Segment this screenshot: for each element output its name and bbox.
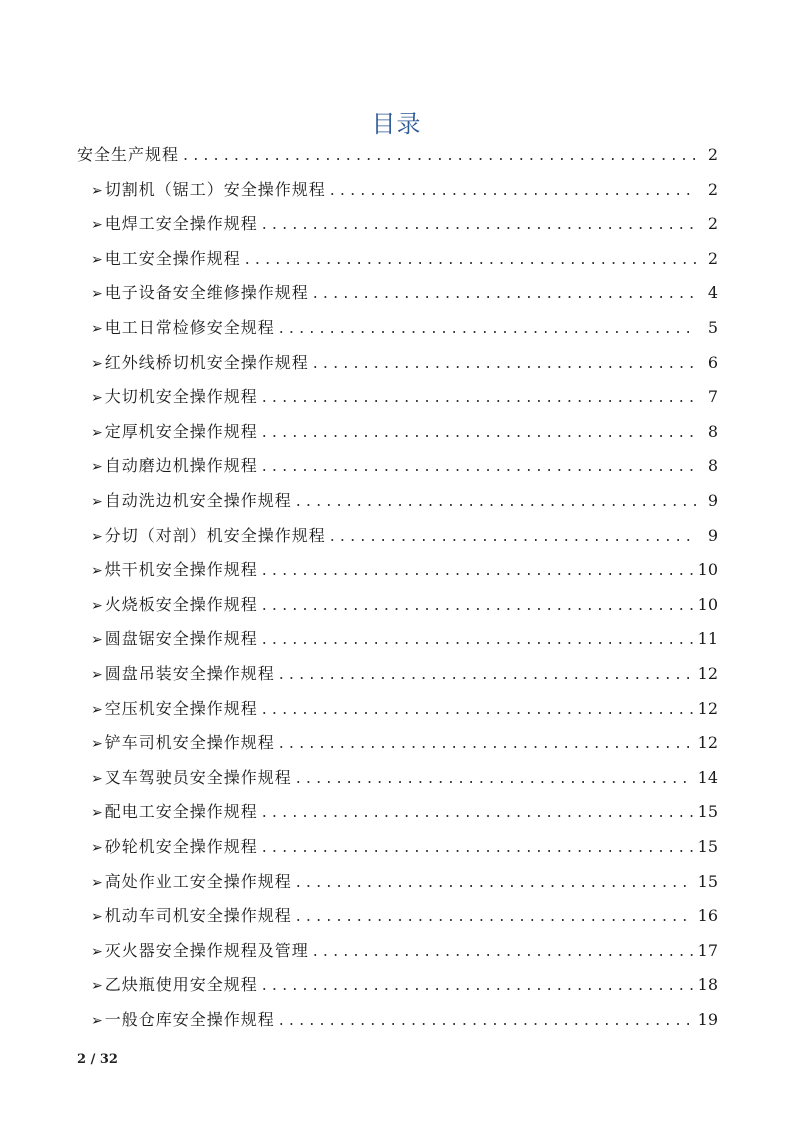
dot-leader [313,276,696,311]
toc-entry-page-number: 12 [697,733,718,753]
toc-entry[interactable] [91,415,718,450]
dot-leader [262,207,696,242]
arrow-bullet-icon: ➢ [91,355,103,372]
toc-entry-page-number: 15 [697,871,718,891]
arrow-bullet-icon: ➢ [91,563,103,580]
dot-leader [262,415,696,450]
toc-entry-page-number: 17 [697,940,718,960]
toc-entry-page-number: 15 [697,837,718,856]
dot-leader [279,311,696,346]
toc-entry[interactable] [91,761,718,796]
arrow-bullet-icon: ➢ [91,909,103,926]
toc-entry[interactable] [91,276,718,311]
arrow-bullet-icon: ➢ [91,736,103,753]
dot-leader [262,830,694,865]
toc-entry-label: 自动磨边机操作规程 [104,456,258,476]
toc-entry-label: 自动洗边机安全操作规程 [104,491,292,510]
dot-leader [330,173,696,208]
toc-entry-label: 分切（对剖）机安全操作规程 [104,525,326,545]
toc-entry-label: 电工安全操作规程 [104,248,241,268]
toc-entry-page-number: 12 [697,698,718,718]
toc-entry-label: 红外线桥切机安全操作规程 [104,352,309,372]
toc-entry[interactable] [91,726,718,761]
toc-entry-page-number: 2 [707,145,718,164]
toc-title: 目录 [371,110,422,138]
toc-entry[interactable] [91,242,718,277]
arrow-bullet-icon: ➢ [91,874,103,891]
dot-leader [279,726,694,761]
toc-entry-page-number: 4 [707,283,718,303]
toc-entry-label: 定厚机安全操作规程 [104,421,258,441]
dot-leader [279,1003,694,1038]
toc-entry-page-number: 15 [697,802,718,822]
toc-entry[interactable] [91,899,718,934]
arrow-bullet-icon: ➢ [91,978,103,995]
toc-entry[interactable] [91,968,718,1003]
toc-entry-label: 大切机安全操作规程 [104,387,258,407]
arrow-bullet-icon: ➢ [91,943,103,960]
dot-leader [279,657,694,692]
dot-leader [262,968,694,1003]
toc-entry[interactable] [91,553,718,588]
toc-entry-label: 配电工安全操作规程 [104,802,258,822]
toc-entry-label: 砂轮机安全操作规程 [104,837,258,856]
dot-leader [313,346,696,381]
toc-entry-page-number: 16 [697,906,718,926]
toc-entry-label: 火烧板安全操作规程 [104,594,258,614]
toc-entry-label: 机动车司机安全操作规程 [104,906,292,926]
page-number-footer: 2 / 32 [77,1052,118,1067]
arrow-bullet-icon: ➢ [91,701,103,718]
arrow-bullet-icon: ➢ [91,424,103,441]
toc-entry-page-number: 18 [697,975,718,995]
toc-entry-label: 灭火器安全操作规程及管理 [104,940,309,960]
toc-entry-page-number: 6 [707,352,718,372]
toc-entry-page-number: 14 [697,767,718,787]
dot-leader [296,484,696,519]
toc-entry-label: 叉车驾驶员安全操作规程 [104,767,292,787]
toc-entry[interactable] [91,484,718,519]
arrow-bullet-icon: ➢ [91,459,103,476]
dot-leader [296,865,694,900]
toc-entry-label: 一般仓库安全操作规程 [104,1010,275,1029]
toc-entry-page-number: 9 [707,525,718,545]
dot-leader [262,449,696,484]
arrow-bullet-icon: ➢ [91,667,103,683]
toc-entry[interactable] [91,311,718,346]
toc-entry-label: 切割机（锯工）安全操作规程 [104,179,326,199]
dot-leader [183,138,696,173]
toc-entry[interactable] [91,657,718,692]
toc-entry[interactable] [91,830,718,865]
toc-entry-label: 圆盘吊装安全操作规程 [104,664,275,683]
toc-entry-label: 电子设备安全维修操作规程 [104,283,309,303]
toc-entry-page-number: 10 [697,560,718,580]
dot-leader [262,380,696,415]
dot-leader [313,934,694,969]
arrow-bullet-icon: ➢ [91,632,103,649]
toc-entry-page-number: 10 [697,594,718,614]
dot-leader [262,622,694,657]
toc-entry[interactable] [77,138,718,173]
dot-leader [296,761,694,796]
dot-leader [330,519,696,554]
arrow-bullet-icon: ➢ [91,251,103,268]
toc-entry-label: 铲车司机安全操作规程 [104,733,275,753]
arrow-bullet-icon: ➢ [91,840,103,856]
toc-entry-page-number: 19 [697,1010,718,1029]
toc-entry-page-number: 11 [697,629,718,649]
toc-entry-label: 空压机安全操作规程 [104,698,258,718]
toc-entry[interactable] [91,622,718,657]
dot-leader [245,242,696,277]
toc-entry-label: 烘干机安全操作规程 [104,560,258,580]
dot-leader [262,795,694,830]
toc-entry[interactable] [91,346,718,381]
arrow-bullet-icon: ➢ [91,597,103,614]
arrow-bullet-icon: ➢ [91,182,103,199]
toc-entry-page-number: 7 [707,387,718,407]
toc-entry-page-number: 12 [697,664,718,683]
toc-entry-label: 电工日常检修安全规程 [104,318,275,337]
arrow-bullet-icon: ➢ [91,390,103,407]
toc-entry[interactable] [91,692,718,727]
toc-entry[interactable] [91,588,718,623]
arrow-bullet-icon: ➢ [91,217,103,234]
arrow-bullet-icon: ➢ [91,494,103,510]
arrow-bullet-icon: ➢ [91,805,103,822]
toc-entry-page-number: 5 [707,318,718,337]
toc-entry[interactable] [91,380,718,415]
toc-entry-page-number: 2 [707,248,718,268]
toc-entry[interactable] [91,173,718,208]
toc-entry-page-number: 9 [707,491,718,510]
dot-leader [262,692,694,727]
toc-entry-page-number: 8 [707,421,718,441]
toc-entry-label: 圆盘锯安全操作规程 [104,629,258,649]
arrow-bullet-icon: ➢ [91,528,103,545]
toc-entry[interactable] [91,934,718,969]
toc-entry[interactable] [91,449,718,484]
arrow-bullet-icon: ➢ [91,286,103,303]
toc-entry-label: 乙炔瓶使用安全规程 [104,975,258,995]
arrow-bullet-icon: ➢ [91,321,103,337]
dot-leader [296,899,694,934]
toc-entry-label: 高处作业工安全操作规程 [104,871,292,891]
toc-entry[interactable] [91,519,718,554]
toc-entry-page-number: 8 [707,456,718,476]
toc-entry-page-number: 2 [707,214,718,234]
dot-leader [262,553,694,588]
toc-entry-page-number: 2 [707,179,718,199]
toc-entry[interactable] [91,207,718,242]
arrow-bullet-icon: ➢ [91,770,103,787]
arrow-bullet-icon: ➢ [91,1013,103,1029]
toc-entry-label: 电焊工安全操作规程 [104,214,258,234]
dot-leader [262,588,694,623]
toc-entry[interactable] [91,795,718,830]
toc-entry-label: 安全生产规程 [77,145,180,164]
toc-entry[interactable] [91,865,718,900]
toc-entry[interactable] [91,1003,718,1038]
